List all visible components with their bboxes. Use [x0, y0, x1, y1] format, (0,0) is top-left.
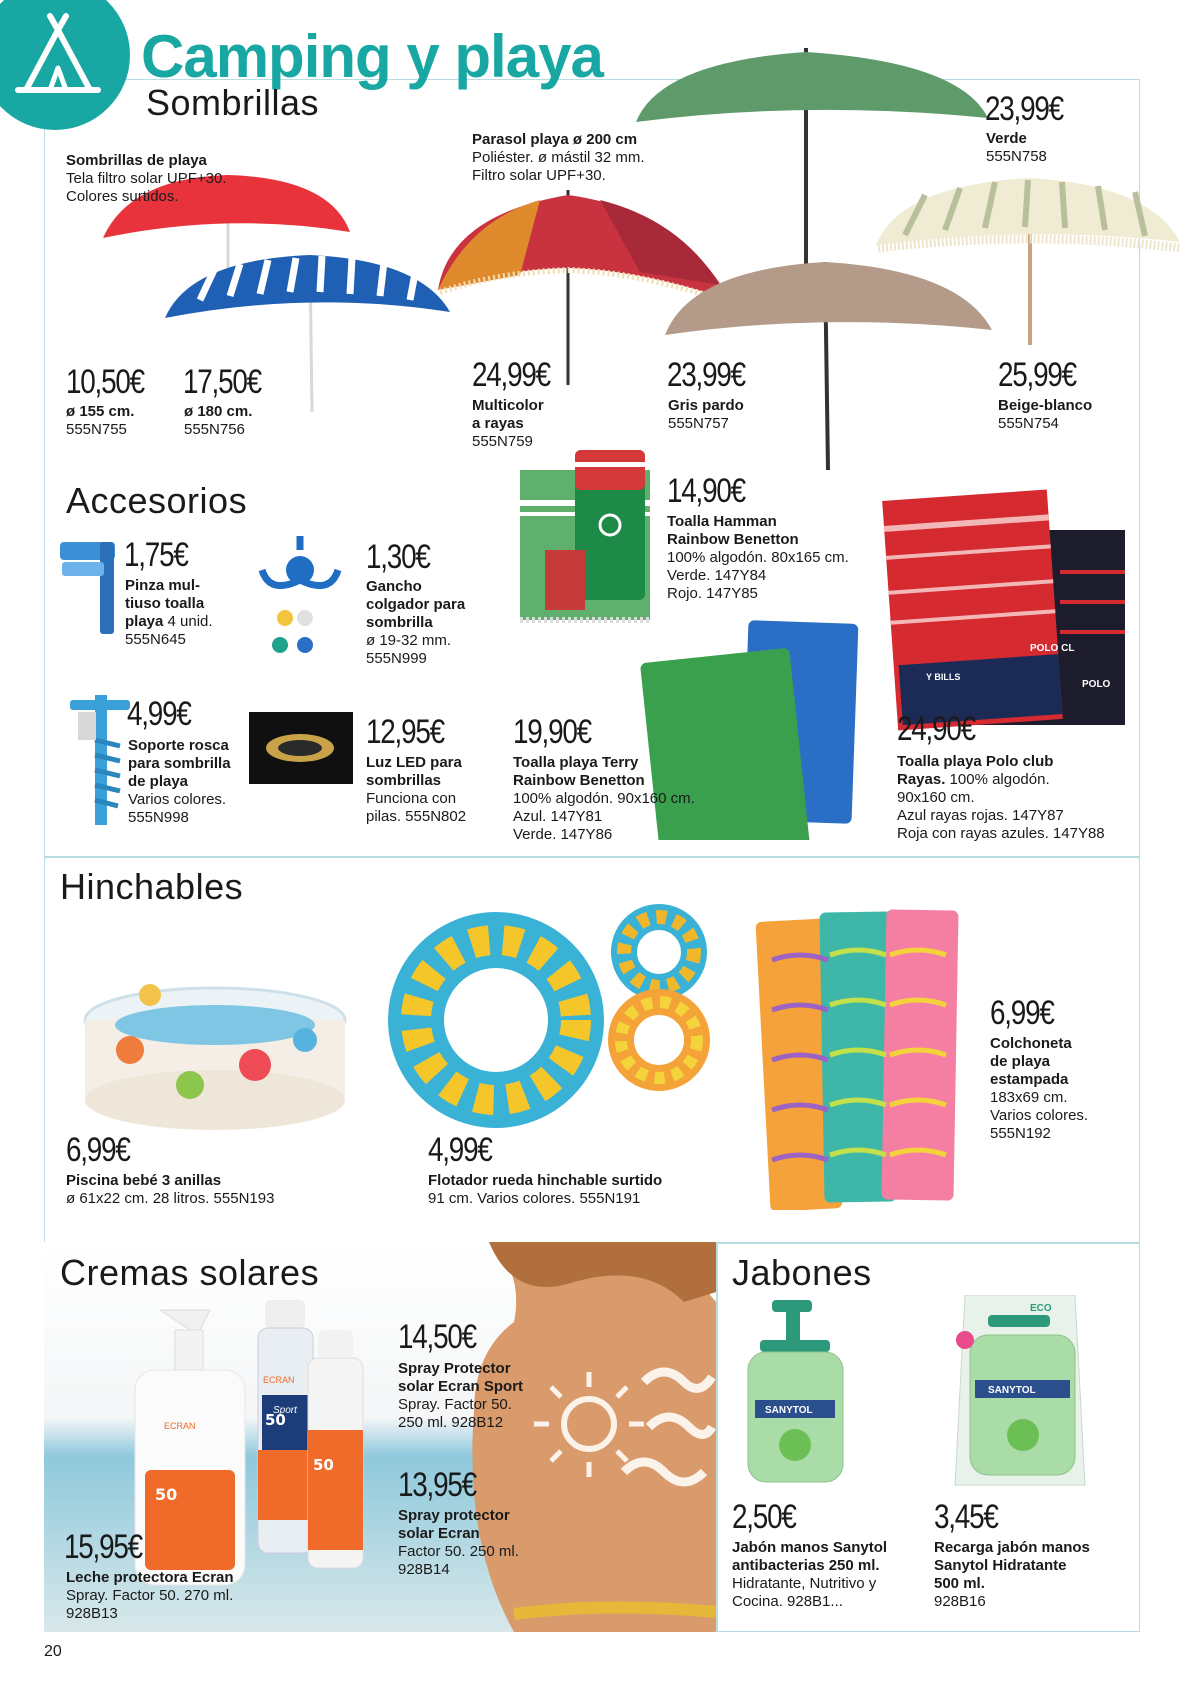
price-verde: 23,99€: [985, 90, 1063, 128]
factor-label-spray: 50: [313, 1456, 334, 1474]
verde-info: [986, 130, 1047, 166]
polo-logo-3: Y BILLS: [926, 672, 961, 682]
umbrella-base-screw-icon: [70, 695, 130, 825]
terry-l3: 100% algodón. 90x160 cm.: [513, 790, 695, 807]
ecran-brand-leche: ECRAN: [164, 1421, 196, 1431]
factor-label-leche: 50: [155, 1485, 178, 1504]
pinza-info: [125, 577, 213, 649]
section-title-sombrillas: Sombrillas: [146, 82, 320, 123]
gancho-ref: 555N999: [366, 650, 427, 667]
price-terry: 19,90€: [513, 713, 591, 751]
factor-label-sport: 50: [265, 1411, 286, 1429]
section-title-hinchables: Hinchables: [60, 866, 244, 907]
luz-l1: Luz LED para: [366, 754, 462, 771]
price-spray: 13,95€: [398, 1466, 476, 1504]
recarga-l2: Sanytol Hidratante: [934, 1557, 1067, 1574]
intro-line2: Colores surtidos.: [66, 188, 179, 205]
page-number: 20: [44, 1643, 62, 1660]
spray-l4: 928B14: [398, 1561, 450, 1578]
page-title: Camping y playa: [141, 23, 603, 90]
hamman-l1: Toalla Hamman: [667, 513, 777, 530]
price-gris: 23,99€: [667, 356, 745, 394]
beige-info: [998, 397, 1092, 433]
spray-l3: Factor 50. 250 ml.: [398, 1543, 519, 1560]
colchoneta-l4: 183x69 cm.: [990, 1089, 1068, 1106]
terry-l2: Rainbow Benetton: [513, 772, 645, 789]
pinza-l1: Pinza mul-: [125, 577, 201, 594]
price-soporte: 4,99€: [127, 695, 191, 733]
polo-logo-2: POLO: [1082, 679, 1111, 690]
terry-l1: Toalla playa Terry: [513, 754, 639, 771]
gris-name: Gris pardo: [668, 397, 744, 414]
parasol-title: Parasol playa ø 200 cm: [472, 131, 638, 148]
luz-info: [366, 754, 466, 826]
beige-ref: 555N754: [998, 415, 1059, 432]
gris-ref: 555N757: [668, 415, 729, 432]
spray-info: [398, 1507, 519, 1579]
spray-l2: solar Ecran: [398, 1525, 480, 1542]
pinza-l2: tiuso toalla: [125, 595, 205, 612]
umbrella-large-info: [184, 403, 252, 439]
multicolor-ref: 555N759: [472, 433, 533, 450]
sanytol-label-pump: SANYTOL: [765, 1405, 813, 1416]
polo-l2-rest: 100% algodón.: [945, 771, 1050, 788]
price-polo: 24,90€: [897, 710, 975, 748]
umbrella-large-size: ø 180 cm.: [184, 403, 253, 420]
price-gancho: 1,30€: [366, 538, 430, 576]
pinza-l3b: playa: [125, 613, 164, 630]
soporte-l1: Soporte rosca: [128, 737, 229, 754]
pinza-l3: [125, 613, 213, 631]
multicolor-name1: Multicolor: [472, 397, 544, 414]
soaps-products: [740, 1295, 1160, 1495]
eco-label: ECO: [1030, 1303, 1052, 1314]
price-sport: 14,50€: [398, 1318, 476, 1356]
terry-l4: Azul. 147Y81: [513, 808, 603, 825]
hamman-l2: Rainbow Benetton: [667, 531, 799, 548]
verde-name: Verde: [986, 130, 1027, 147]
polo-l2b: Rayas.: [897, 771, 946, 788]
colchoneta-l2: de playa: [990, 1053, 1051, 1070]
gancho-info: [366, 578, 465, 668]
swim-ring-small-icon: [621, 917, 697, 1078]
parasol-line2: Filtro solar UPF+30.: [472, 167, 606, 184]
price-jabon: 2,50€: [732, 1498, 796, 1536]
beach-mattress-icon: [755, 909, 958, 1210]
flotador-info: [428, 1172, 662, 1208]
hamman-l5: Rojo. 147Y85: [667, 585, 758, 602]
sanytol-soap-pump-icon: [748, 1300, 843, 1482]
hamman-towel-icon: [520, 450, 650, 620]
beige-name: Beige-blanco: [998, 397, 1093, 414]
colchoneta-l5: Varios colores.: [990, 1107, 1089, 1124]
ecran-sport-label: Sport: [273, 1405, 297, 1416]
swim-ring-large-icon: [416, 940, 576, 1100]
price-umbrella-large: 17,50€: [183, 363, 261, 401]
spray-l1: Spray protector: [398, 1507, 510, 1524]
umbrella-small-info: [66, 403, 134, 439]
terry-info: [513, 754, 695, 844]
ecran-brand-spray: ECRAN: [318, 1430, 350, 1440]
price-multicolor: 24,99€: [472, 356, 550, 394]
price-hamman: 14,90€: [667, 472, 745, 510]
recarga-l3: 500 ml.: [934, 1575, 985, 1592]
colchoneta-info: [990, 1035, 1088, 1143]
pinza-l3-rest: 4 unid.: [163, 613, 213, 630]
sanytol-label-pouch: SANYTOL: [988, 1385, 1036, 1396]
gancho-l2: colgador para: [366, 596, 466, 613]
price-flotador: 4,99€: [428, 1131, 492, 1169]
umbrella-small-size: ø 155 cm.: [66, 403, 135, 420]
gancho-l4: ø 19-32 mm.: [366, 632, 452, 649]
towel-clip-icon: [60, 542, 115, 634]
recarga-l4: 928B16: [934, 1593, 986, 1610]
sport-l2: solar Ecran Sport: [398, 1378, 524, 1395]
umbrella-hook-icon: [262, 536, 338, 653]
intro-title: Sombrillas de playa: [66, 152, 207, 169]
parasol-intro: [472, 131, 645, 185]
leche-info: [66, 1569, 234, 1623]
ecran-sport-spray-icon: [258, 1300, 313, 1553]
price-beige: 25,99€: [998, 356, 1076, 394]
section-title-cremas: Cremas solares: [60, 1252, 320, 1293]
umbrellas-intro: [66, 152, 226, 206]
price-colchoneta: 6,99€: [990, 994, 1054, 1032]
ecran-milk-bottle-icon: [135, 1310, 245, 1585]
jabon-l3: Hidratante, Nutritivo y: [732, 1575, 877, 1592]
sport-l4: 250 ml. 928B12: [398, 1414, 504, 1431]
sport-l1: Spray Protector: [398, 1360, 511, 1377]
verde-ref: 555N758: [986, 148, 1047, 165]
section-title-jabones: Jabones: [732, 1252, 872, 1293]
colchoneta-ref: 555N192: [990, 1125, 1051, 1142]
gancho-l1: Gancho: [366, 578, 422, 595]
polo-logo-1: POLO CL: [1030, 643, 1075, 654]
polo-l5: Roja con rayas azules. 147Y88: [897, 825, 1105, 842]
umbrella-large-ref: 555N756: [184, 421, 245, 438]
polo-info: [897, 753, 1105, 843]
gris-info: [668, 397, 744, 433]
colchoneta-l1: Colchoneta: [990, 1035, 1072, 1052]
flotador-l2: 91 cm. Varios colores. 555N191: [428, 1190, 641, 1207]
luz-l3: Funciona con: [366, 790, 457, 807]
price-luz: 12,95€: [366, 713, 444, 751]
gancho-l3: sombrilla: [366, 614, 433, 631]
colchoneta-l3: estampada: [990, 1071, 1069, 1088]
leche-l2: Spray. Factor 50. 270 ml.: [66, 1587, 234, 1604]
recarga-info: [934, 1539, 1090, 1611]
polo-l3: 90x160 cm.: [897, 789, 975, 806]
intro-line1: Tela filtro solar UPF+30.: [66, 170, 227, 187]
price-leche: 15,95€: [64, 1528, 142, 1566]
soporte-l4: Varios colores.: [128, 791, 227, 808]
soporte-info: [128, 737, 231, 827]
price-pinza: 1,75€: [124, 536, 188, 574]
baby-pool-icon: [85, 984, 345, 1130]
ecran-spray-icon: [308, 1330, 363, 1568]
parasol-line1: Poliéster. ø mástil 32 mm.: [472, 149, 645, 166]
polo-towels-icon: [882, 489, 1125, 730]
divider-jabones: [716, 1242, 718, 1632]
jabon-l1: Jabón manos Sanytol: [732, 1539, 888, 1556]
piscina-l1: Piscina bebé 3 anillas: [66, 1172, 222, 1189]
pinza-ref: 555N645: [125, 631, 186, 648]
umbrella-small-ref: 555N755: [66, 421, 127, 438]
divider-hinchables: [44, 856, 1140, 858]
piscina-l2: ø 61x22 cm. 28 litros. 555N193: [66, 1190, 275, 1207]
hamman-l4: Verde. 147Y84: [667, 567, 767, 584]
soporte-l2: para sombrilla: [128, 755, 231, 772]
polo-l1: Toalla playa Polo club: [897, 753, 1054, 770]
ecran-brand-sport: ECRAN: [263, 1375, 295, 1385]
price-recarga: 3,45€: [934, 1498, 998, 1536]
price-piscina: 6,99€: [66, 1131, 130, 1169]
jabon-l2: antibacterias 250 ml.: [732, 1557, 880, 1574]
flotador-l1: Flotador rueda hinchable surtido: [428, 1172, 663, 1189]
hamman-l3: 100% algodón. 80x165 cm.: [667, 549, 849, 566]
hamman-info: [667, 513, 849, 603]
luz-l2: sombrillas: [366, 772, 442, 789]
leche-l1: Leche protectora Ecran: [66, 1569, 234, 1586]
soporte-ref: 555N998: [128, 809, 189, 826]
polo-l2: [897, 771, 1105, 789]
section-title-accesorios: Accesorios: [66, 480, 248, 521]
price-umbrella-small: 10,50€: [66, 363, 144, 401]
multicolor-name2: a rayas: [472, 415, 524, 432]
terry-l5: Verde. 147Y86: [513, 826, 613, 843]
jabon-l4: Cocina. 928B1...: [732, 1593, 843, 1610]
recarga-l1: Recarga jabón manos: [934, 1539, 1090, 1556]
sport-l3: Spray. Factor 50.: [398, 1396, 512, 1413]
leche-l3: 928B13: [66, 1605, 118, 1622]
soporte-l3: de playa: [128, 773, 189, 790]
polo-l4: Azul rayas rojas. 147Y87: [897, 807, 1064, 824]
led-light-icon: [249, 712, 353, 784]
jabon-info: [732, 1539, 887, 1611]
piscina-info: [66, 1172, 274, 1208]
luz-l4: pilas. 555N802: [366, 808, 467, 825]
sport-info: [398, 1360, 523, 1432]
